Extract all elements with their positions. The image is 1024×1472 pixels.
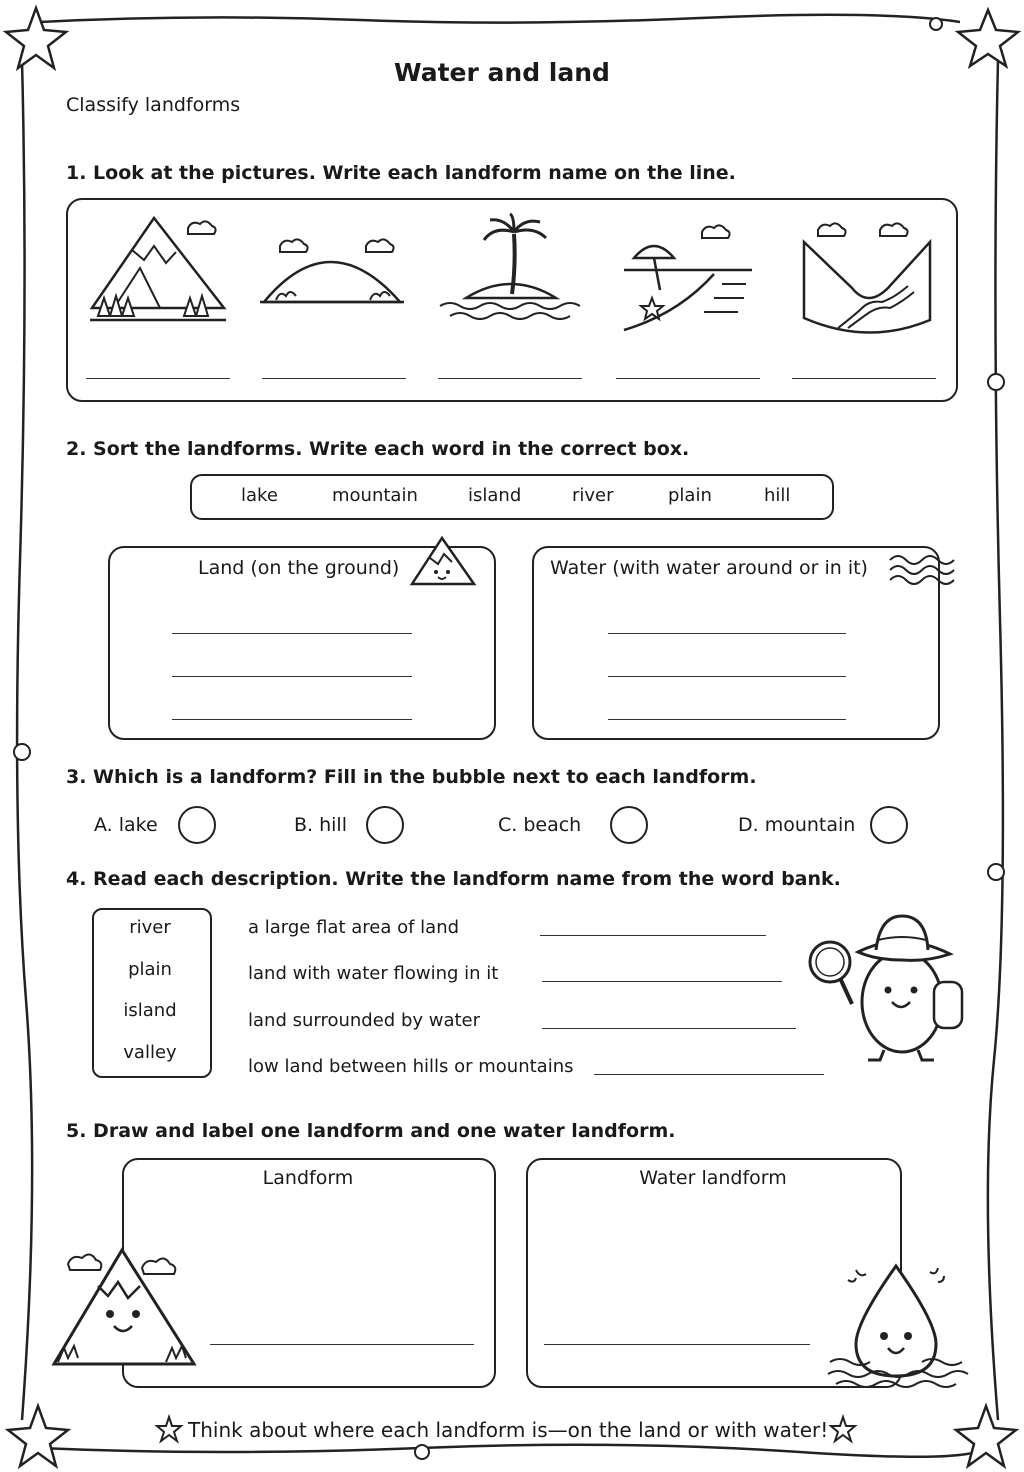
water-box-title: Water (with water around or in it): [550, 557, 868, 579]
beach-icon: [618, 214, 768, 334]
description-text: land with water flowing in it: [248, 963, 499, 984]
answer-line[interactable]: [86, 378, 230, 379]
answer-line[interactable]: [608, 633, 846, 634]
word-bank-item: river: [129, 917, 171, 938]
star-icon: [8, 1406, 68, 1466]
answer-line[interactable]: [544, 1344, 810, 1345]
option-c-bubble[interactable]: [610, 806, 648, 844]
option-b-bubble[interactable]: [366, 806, 404, 844]
word-bank-item: river: [572, 485, 614, 506]
answer-line[interactable]: [172, 676, 412, 677]
answer-line[interactable]: [594, 1074, 824, 1075]
star-icon: [156, 1416, 182, 1442]
description-text: land surrounded by water: [248, 1010, 481, 1031]
word-bank-item: lake: [241, 485, 278, 506]
landform-box-label: Landform: [262, 1167, 354, 1189]
mountain-icon: [84, 208, 234, 328]
answer-line[interactable]: [172, 719, 412, 720]
word-bank-item: island: [123, 1000, 177, 1021]
q2-instruction: 2. Sort the landforms. Write each word in the correct box.: [66, 438, 690, 460]
q5-instruction: 5. Draw and label one landform and one water landform.: [66, 1120, 676, 1142]
word-bank-item: plain: [668, 485, 712, 506]
star-icon: [830, 1416, 856, 1442]
option-c-label: C. beach: [498, 814, 582, 836]
answer-line[interactable]: [608, 719, 846, 720]
answer-line[interactable]: [540, 935, 766, 936]
mountain-face-icon: [408, 532, 478, 588]
valley-icon: [798, 216, 948, 336]
q1-instruction: 1. Look at the pictures. Write each landform name on the line.: [66, 162, 736, 184]
waves-icon: [886, 550, 956, 594]
star-icon: [956, 1406, 1016, 1466]
word-bank-item: hill: [764, 485, 791, 506]
option-d-bubble[interactable]: [870, 806, 908, 844]
answer-line[interactable]: [172, 633, 412, 634]
option-a-bubble[interactable]: [178, 806, 216, 844]
answer-line[interactable]: [262, 378, 406, 379]
q3-instruction: 3. Which is a landform? Fill in the bubble next to each landform.: [66, 766, 757, 788]
explorer-mascot-icon: [806, 910, 966, 1070]
description-text: low land between hills or mountains: [248, 1056, 574, 1077]
page-subtitle: Classify landforms: [66, 94, 241, 116]
word-bank-item: island: [468, 485, 522, 506]
option-b-label: B. hill: [294, 814, 347, 836]
option-d-label: D. mountain: [738, 814, 856, 836]
water-drop-character-icon: [826, 1258, 966, 1388]
word-bank-item: mountain: [332, 485, 418, 506]
water-landform-box-label: Water landform: [639, 1167, 787, 1189]
answer-line[interactable]: [542, 981, 782, 982]
answer-line[interactable]: [608, 676, 846, 677]
answer-line[interactable]: [616, 378, 760, 379]
answer-line[interactable]: [438, 378, 582, 379]
land-box-title: Land (on the ground): [198, 557, 400, 579]
q4-instruction: 4. Read each description. Write the landform name from the word bank.: [66, 868, 841, 890]
word-bank-item: valley: [123, 1042, 177, 1063]
description-text: a large flat area of land: [248, 917, 460, 938]
answer-line[interactable]: [792, 378, 936, 379]
island-icon: [436, 214, 586, 334]
answer-line[interactable]: [210, 1344, 474, 1345]
answer-line[interactable]: [542, 1028, 796, 1029]
hill-icon: [258, 232, 408, 332]
word-bank-item: plain: [128, 959, 172, 980]
footer-tip: Think about where each landform is—on the land or with water!: [188, 1418, 829, 1442]
option-a-label: A. lake: [94, 814, 158, 836]
page-title: Water and land: [394, 58, 610, 87]
mountain-character-icon: [48, 1240, 198, 1370]
